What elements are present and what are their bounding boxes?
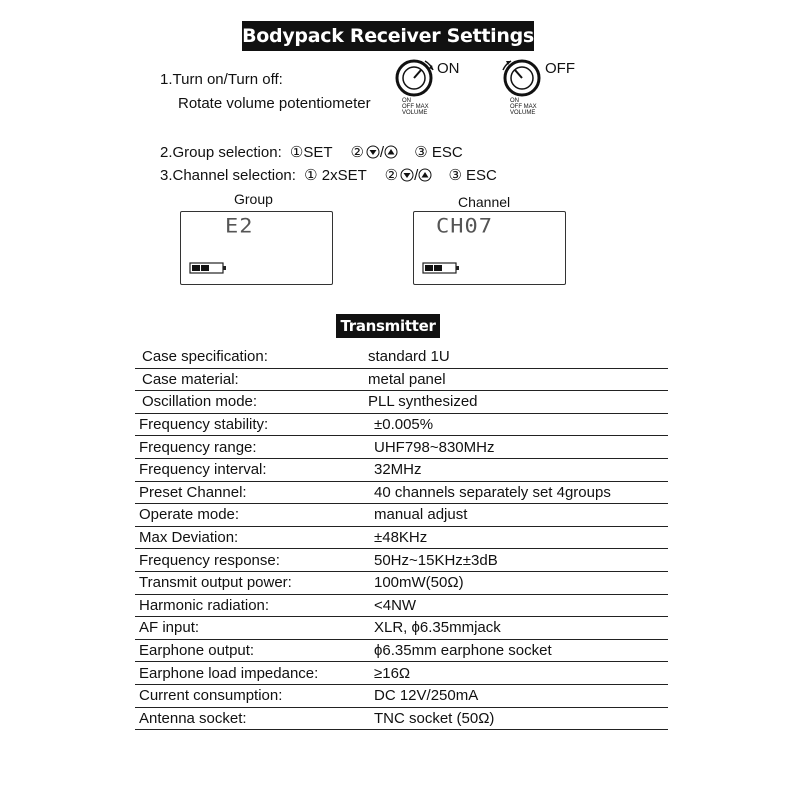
volume-knob-off-icon [502, 58, 544, 100]
channel-selection-label: 3.Channel selection: [160, 167, 296, 184]
settings-heading: Bodypack Receiver Settings [242, 21, 534, 51]
channel-step2-sep: / [414, 167, 419, 184]
spec-label: Transmit output power: [135, 571, 364, 594]
table-row [135, 481, 668, 504]
table-row [135, 391, 668, 414]
off-label: OFF [545, 60, 575, 77]
table-row [135, 549, 668, 572]
spec-label: Earphone output: [135, 639, 364, 662]
channel-display-value: CH07 [436, 215, 493, 238]
group-display-value: E2 [225, 215, 254, 238]
group-display-title: Group [234, 191, 273, 207]
spec-value: ±48KHz [364, 526, 668, 549]
spec-value: UHF798~830MHz [364, 436, 668, 459]
knob-off-max-text: MAX [523, 104, 537, 110]
knob-off-on-text: ON [510, 98, 519, 104]
spec-label: Earphone load impedance: [135, 662, 364, 685]
table-row [135, 617, 668, 640]
spec-value: metal panel [364, 368, 668, 391]
table-row [135, 594, 668, 617]
group-step2-num: ② [350, 144, 364, 161]
spec-value: ±0.005% [364, 413, 668, 436]
transmitter-heading: Transmitter [336, 314, 440, 338]
spec-label: Preset Channel: [135, 481, 364, 504]
table-row [135, 504, 668, 527]
spec-label: Frequency interval: [135, 458, 364, 481]
table-row [135, 346, 668, 368]
spec-label: AF input: [135, 617, 364, 640]
table-row [135, 368, 668, 391]
spec-label: Case specification: [135, 346, 364, 368]
power-instruction-line2: Rotate volume potentiometer [178, 95, 371, 112]
table-row [135, 458, 668, 481]
table-row [135, 571, 668, 594]
group-step-esc: ③ ESC [414, 144, 463, 161]
spec-label: Current consumption: [135, 684, 364, 707]
table-row [135, 684, 668, 707]
group-selection-label: 2.Group selection: [160, 144, 282, 161]
spec-label: Max Deviation: [135, 526, 364, 549]
channel-step2-num: ② [384, 167, 399, 184]
knob-on-on-text: ON [402, 98, 411, 104]
spec-table-body [135, 346, 668, 730]
channel-display-title: Channel [458, 194, 511, 210]
table-row [135, 662, 668, 685]
on-label: ON [437, 60, 460, 77]
group-display [180, 211, 333, 285]
spec-label: Operate mode: [135, 504, 364, 527]
spec-value: DC 12V/250mA [364, 684, 668, 707]
group-step2-sep: / [379, 144, 385, 161]
table-row [135, 436, 668, 459]
knob-off-volume-text: VOLUME [510, 110, 536, 116]
spec-value: ≥16Ω [364, 662, 668, 685]
spec-value: 50Hz~15KHz±3dB [364, 549, 668, 572]
group-step-set: ①SET [289, 144, 333, 161]
spec-label: Frequency response: [135, 549, 364, 572]
spec-label: Harmonic radiation: [135, 594, 364, 617]
battery-icon [189, 262, 229, 274]
channel-step-set: ① 2xSET [304, 167, 367, 184]
spec-value: 40 channels separately set 4groups [364, 481, 668, 504]
spec-table [135, 346, 668, 730]
down-arrow-icon [400, 168, 414, 182]
battery-icon [422, 262, 462, 274]
table-row [135, 526, 668, 549]
spec-label: Frequency stability: [135, 413, 364, 436]
volume-knob-on-icon [394, 58, 436, 100]
spec-value: <4NW [364, 594, 668, 617]
table-row [135, 413, 668, 436]
spec-value: 100mW(50Ω) [364, 571, 668, 594]
spec-label: Oscillation mode: [135, 391, 364, 414]
table-row [135, 707, 668, 730]
spec-value: TNC socket (50Ω) [364, 707, 668, 730]
knob-on-scale [402, 98, 429, 116]
knob-on-max-text: MAX [415, 104, 429, 110]
spec-value: manual adjust [364, 504, 668, 527]
knob-off-off-text: OFF [510, 104, 522, 110]
up-arrow-icon [384, 145, 398, 159]
spec-label: Frequency range: [135, 436, 364, 459]
spec-value: PLL synthesized [364, 391, 668, 414]
spec-value: ϕ6.35mm earphone socket [364, 639, 668, 662]
spec-label: Antenna socket: [135, 707, 364, 730]
down-arrow-icon [366, 145, 380, 159]
group-selection-row [160, 143, 463, 161]
power-instruction-line1: 1.Turn on/Turn off: [160, 71, 283, 88]
group-step-arrows [350, 144, 398, 161]
spec-label: Case material: [135, 368, 364, 391]
knob-on-volume-text: VOLUME [402, 110, 428, 116]
knob-off-scale [510, 98, 537, 116]
spec-value: XLR, ϕ6.35mmjack [364, 617, 668, 640]
table-row [135, 639, 668, 662]
channel-selection-row [160, 166, 497, 184]
channel-step-esc: ③ ESC [448, 167, 497, 184]
spec-value: standard 1U [364, 346, 668, 368]
channel-display [413, 211, 566, 285]
channel-step-arrows [385, 167, 433, 184]
up-arrow-icon [418, 168, 432, 182]
knob-on-off-text: OFF [402, 104, 414, 110]
spec-value: 32MHz [364, 458, 668, 481]
